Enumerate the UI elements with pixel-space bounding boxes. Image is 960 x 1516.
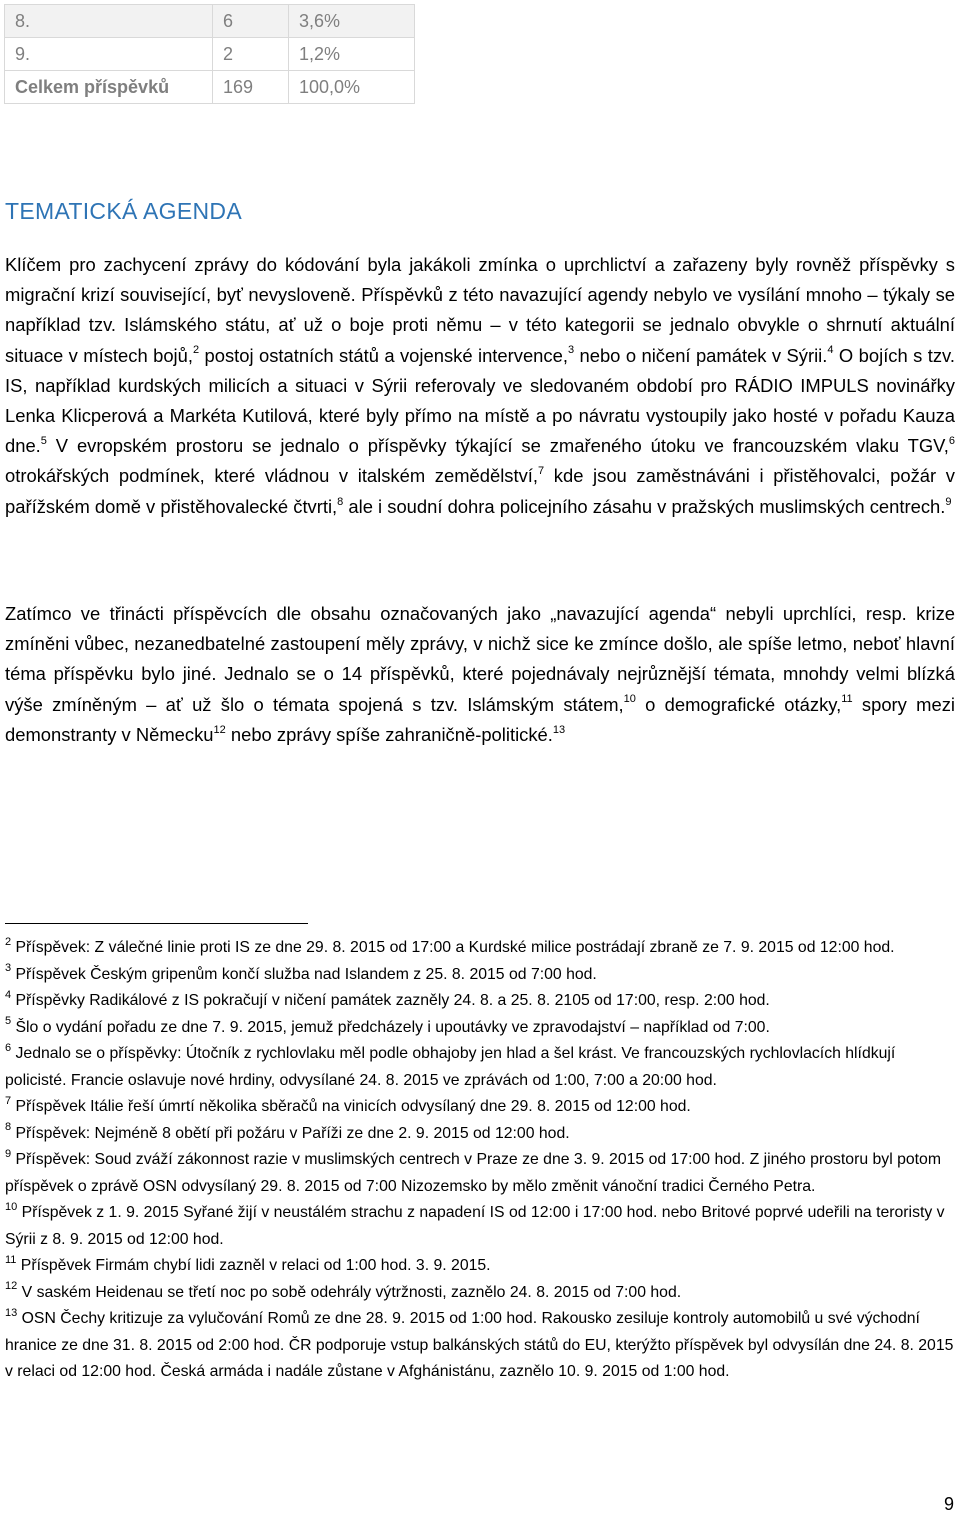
total-label: Celkem příspěvků <box>5 71 213 104</box>
table-total-row <box>5 71 415 104</box>
footnote-ref[interactable]: 4 <box>827 344 834 357</box>
row-percent: 1,2% <box>289 38 415 71</box>
footnote-number: 13 <box>5 1306 18 1319</box>
text: ale i soudní dohra policejního zásahu v pražských muslimských centrech. <box>343 495 946 517</box>
footnote-number: 9 <box>5 1147 12 1160</box>
total-count: 169 <box>213 71 289 104</box>
footnote-number: 11 <box>5 1253 17 1266</box>
text: otrokářských podmínek, které vládnou v italském zemědělství, <box>5 465 539 487</box>
footnote-ref[interactable]: 11 <box>841 693 853 706</box>
footnote-text: Příspěvek Českým gripenům končí služba nad Islandem z 25. 8. 2015 od 7:00 hod. <box>11 965 597 983</box>
paragraph-agenda <box>5 250 955 522</box>
footnote-number: 8 <box>5 1121 12 1134</box>
total-percent: 100,0% <box>289 71 415 104</box>
footnote-number: 10 <box>5 1200 18 1213</box>
footnote-ref[interactable]: 2 <box>192 344 200 357</box>
footnote-text: Příspěvek Firmám chybí lidi zazněl v relaci od 1:00 hod. 3. 9. 2015. <box>16 1257 491 1274</box>
footnote <box>5 1094 955 1121</box>
table-row <box>5 38 415 71</box>
row-label: 9. <box>5 38 213 71</box>
footnote <box>5 1306 955 1386</box>
footnote-number: 7 <box>5 1094 12 1107</box>
footnote-text: Příspěvek Itálie řeší úmrtí několika sběračů na vinicích odvysílaný dne 29. 8. 2015 od 12:00 hod. <box>11 1098 691 1115</box>
paragraph-mentions <box>5 599 955 750</box>
footnote-ref[interactable]: 7 <box>538 465 545 478</box>
footnote-ref[interactable]: 9 <box>945 495 952 508</box>
footnote-text: Jednalo se o příspěvky: Útočník z rychlovlaku měl podle obhajoby jen hlad a šel krást. Ve francouzských rychlovlacích hlídkují policisté. Francie oslavuje nové hrdiny, odvysílané 24. 8. 2015 ve zprávách od 1:00, 7:00 a 20:00 hod. <box>5 1045 896 1089</box>
footnote-text: Příspěvky Radikálové z IS pokračují v ničení památek zazněly 24. 8. a 25. 8. 2105 od 17:00, resp. 2:00 hod. <box>11 992 770 1009</box>
footnote-number: 4 <box>5 988 12 1001</box>
page-number: 9 <box>943 1494 954 1514</box>
footnote <box>5 1015 955 1042</box>
text: kde jsou zaměstnáváni i přistěhovalci, požár v pařížském domě v přistěhovalecké čtvrti, <box>5 465 955 517</box>
footnote-ref[interactable]: 6 <box>948 435 955 448</box>
footnote <box>5 962 955 989</box>
footnote <box>5 1121 955 1148</box>
text: V evropském prostoru se jednalo o příspěvky týkající se zmařeného útoku ve francouzském vlaku TGV, <box>46 435 949 457</box>
row-count: 2 <box>213 38 289 71</box>
footnote-number: 12 <box>5 1280 18 1293</box>
summary-table <box>4 4 415 104</box>
footnote-text: Příspěvek: Nejméně 8 obětí při požáru v Paříži ze dne 2. 9. 2015 od 12:00 hod. <box>11 1124 570 1142</box>
text: o demografické otázky, <box>635 693 842 715</box>
text: O bojích s tzv. IS, například kurdských milicích a situaci v Sýrii referovaly ve sledovaném období pro RÁDIO IMPULS novinářky Lenka Klicperová a Markéta Kutilová, které byly přímo na místě a po návratu vystoupily jako hosté v pořadu Kauza dne. <box>5 344 955 457</box>
text: Klíčem pro zachycení zprávy do kódování byla jakákoli zmínka o uprchlictví a zařazeny byly rovněž příspěvky s migrační krizí související, byť nevysloveně. Příspěvků z této navazující agendy nebylo ve vysílání mnoho – týkaly se například tzv. Islámského státu, ať už o boje proti němu – v této kategorii se jednalo obvykle o shrnutí aktuální situace v místech bojů, <box>5 254 955 366</box>
footnote-ref[interactable]: 3 <box>567 344 575 357</box>
footnote-ref[interactable]: 5 <box>40 435 47 448</box>
footnotes <box>5 935 955 1386</box>
footnote-text: Příspěvek: Z válečné linie proti IS ze dne 29. 8. 2015 od 17:00 a Kurdské milice postrádají zbraně ze 7. 9. 2015 od 12:00 hod. <box>11 939 895 956</box>
footnote-number: 6 <box>5 1041 12 1054</box>
row-label: 8. <box>5 5 213 38</box>
footnote <box>5 1147 955 1200</box>
footnote-text: Příspěvek: Soud zváží zákonnost razie v muslimských centrech v Praze ze dne 3. 9. 2015 od 17:00 hod. Z jiného prostoru byl potom příspěvek o zprávě OSN odvysílaný 29. 8. 2015 od 7:00 Nizozemsko by mělo změnit vánoční tradici Černého Petra. <box>5 1151 941 1195</box>
row-count: 6 <box>213 5 289 38</box>
footnote-ref[interactable]: 8 <box>337 495 344 508</box>
text: spory mezi demonstranty v Německu <box>5 693 955 745</box>
text: nebo zprávy spíše zahraničně-politické. <box>225 723 553 745</box>
footnote <box>5 988 955 1015</box>
footnote-separator <box>5 923 308 924</box>
footnote-number: 3 <box>5 962 12 975</box>
text: nebo o ničení památek v Sýrii. <box>574 344 828 366</box>
footnote-number: 2 <box>5 935 12 948</box>
footnote-text: OSN Čechy kritizuje za vylučování Romů ze dne 28. 9. 2015 od 1:00 hod. Rakousko zesiluje kontroly automobilů u své východní hranice ze dne 31. 8. 2015 od 2:00 hod. ČR podporuje vstup balkánských států do EU, kterýžto příspěvek byl odvysílán dne 24. 8. 2015 v relaci od 12:00 hod. Česká armáda i nadále zůstane v Afghánistánu, zaznělo 10. 9. 2015 od 1:00 hod. <box>5 1310 954 1380</box>
text: postoj ostatních států a vojenské intervence, <box>199 344 568 366</box>
footnote-text: Šlo o vydání pořadu ze dne 7. 9. 2015, jemuž předcházely i upoutávky ve zpravodajství – například od 7:00. <box>11 1018 770 1036</box>
section-heading: TEMATICKÁ AGENDA <box>5 198 242 224</box>
footnote <box>5 1253 955 1280</box>
footnote <box>5 1280 955 1307</box>
footnote-number: 5 <box>5 1015 12 1028</box>
table-row <box>5 5 415 38</box>
footnote <box>5 1041 955 1094</box>
text: Zatímco ve třinácti příspěvcích dle obsahu označovaných jako „navazující agenda“ nebyli uprchlíci, resp. krize zmíněni vůbec, nezanedbatelné zastoupení měly zprávy, v nichž sice ke zmínce došlo, ale spíše letmo, neboť hlavní téma příspěvku bylo jiné. Jednalo se o 14 příspěvků, které pojednávaly nejrůznější témata, mnohdy velmi blízká výše zmíněným – ať už šlo o témata spojená s tzv. Islámským státem, <box>5 603 955 715</box>
row-percent: 3,6% <box>289 5 415 38</box>
footnote <box>5 1200 955 1253</box>
footnote-ref[interactable]: 12 <box>213 723 226 736</box>
footnote-text: Příspěvek z 1. 9. 2015 Syřané žijí v neustálém strachu z napadení IS od 12:00 i 17:00 hod. nebo Britové poprvé udeřili na teroristy v Sýrii z 8. 9. 2015 od 12:00 hod. <box>5 1204 945 1248</box>
footnote <box>5 935 955 962</box>
footnote-ref[interactable]: 10 <box>623 693 636 706</box>
footnote-text: V saském Heidenau se třetí noc po sobě odehrály výtržnosti, zaznělo 24. 8. 2015 od 7:00 hod. <box>17 1283 682 1301</box>
footnote-ref[interactable]: 13 <box>552 723 566 736</box>
